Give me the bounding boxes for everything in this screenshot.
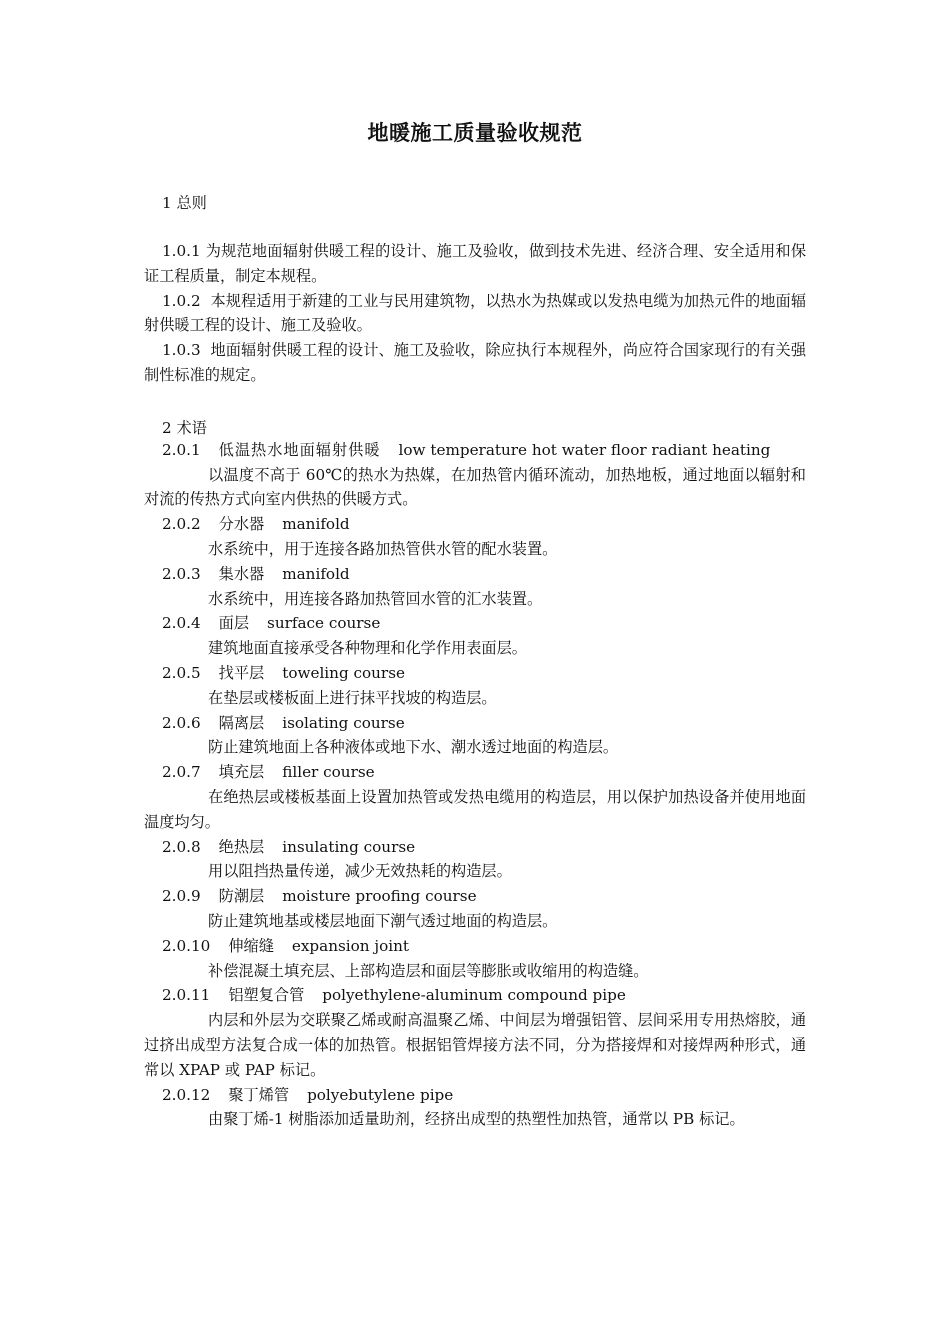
clause-number: 1.0.1 (162, 242, 201, 260)
term-definition: 用以阻挡热量传递，减少无效热耗的构造层。 (208, 862, 512, 881)
term-definition: 水系统中，用连接各路加热管回水管的汇水装置。 (208, 589, 543, 608)
term-chinese: 填充层 (218, 763, 265, 782)
term-number: 2.0.7 (162, 763, 201, 782)
term-chinese: 隔离层 (218, 713, 265, 732)
term-2-0-4 (144, 611, 806, 636)
term-2-0-12 (144, 1083, 806, 1108)
term-english: insulating course (282, 837, 416, 856)
term-chinese: 低温热水地面辐射供暖 (218, 440, 381, 459)
document-title: 地暖施工质量验收规范 (367, 121, 583, 145)
term-english: low temperature hot water floor radiant heating (398, 440, 771, 459)
clause-text: 为规范地面辐射供暖工程的设计、施工及验收，做到技术先进、经济合理、安全适用和保证工程质量，制定本规程。 (144, 242, 807, 285)
term-chinese: 集水器 (218, 564, 265, 583)
term-2-0-8 (144, 835, 806, 860)
term-english: filler course (282, 763, 375, 782)
term-definition: 内层和外层为交联聚乙烯或耐高温聚乙烯、中间层为增强铝管、层间采用专用热熔胶，通过挤出成型方法复合成一体的加热管。根据铝管焊接方法不同，分为搭接焊和对接焊两种形式，通常以 XPAP 或 PAP 标记。 (144, 1011, 806, 1079)
term-english: polyebutylene pipe (307, 1085, 454, 1104)
term-number: 2.0.3 (162, 564, 201, 583)
term-2-0-1 (144, 438, 806, 463)
term-english: toweling course (282, 663, 405, 682)
term-chinese: 绝热层 (218, 837, 265, 856)
term-chinese: 伸缩缝 (228, 936, 274, 955)
clause-text: 本规程适用于新建的工业与民用建筑物，以热水为热媒或以发热电缆为加热元件的地面辐射供暖工程的设计、施工及验收。 (144, 291, 807, 335)
term-2-0-10 (144, 934, 806, 959)
term-2-0-2 (144, 512, 806, 537)
term-2-0-7 (144, 760, 806, 785)
term-definition: 以温度不高于 60℃的热水为热媒，在加热管内循环流动，加热地板，通过地面以辐射和对流的传热方式向室内供热的供暖方式。 (144, 465, 806, 509)
clause-1-0-1 (144, 239, 806, 289)
term-english: polyethylene-aluminum compound pipe (322, 986, 626, 1005)
term-definition: 建筑地面直接承受各种物理和化学作用表面层。 (208, 639, 527, 658)
clause-number: 1.0.2 (162, 291, 201, 310)
term-chinese: 聚丁烯管 (228, 1085, 290, 1104)
term-english: manifold (282, 564, 350, 583)
term-chinese: 铝塑复合管 (228, 986, 305, 1005)
term-definition: 由聚丁烯-1 树脂添加适量助剂，经挤出成型的热塑性加热管，通常以 PB 标记。 (208, 1110, 745, 1129)
term-2-0-9 (144, 884, 806, 909)
clause-1-0-3 (144, 338, 806, 388)
term-chinese: 分水器 (218, 515, 265, 534)
term-2-0-3 (144, 562, 806, 587)
term-english: moisture proofing course (282, 887, 477, 906)
term-number: 2.0.2 (162, 515, 201, 534)
term-number: 2.0.11 (162, 986, 211, 1005)
term-definition: 水系统中，用于连接各路加热管供水管的配水装置。 (208, 539, 558, 558)
term-number: 2.0.12 (162, 1085, 211, 1104)
term-english: expansion joint (291, 936, 409, 955)
clause-number: 1.0.3 (162, 341, 201, 360)
term-chinese: 找平层 (218, 663, 265, 682)
term-number: 2.0.10 (162, 936, 211, 955)
term-definition: 防止建筑地面上各种液体或地下水、潮水透过地面的构造层。 (208, 738, 619, 757)
clause-1-0-2 (144, 289, 806, 339)
term-chinese: 面层 (218, 614, 250, 633)
term-number: 2.0.5 (162, 663, 201, 682)
term-definition: 在绝热层或楼板基面上设置加热管或发热电缆用的构造层，用以保护加热设备并使用地面温度均匀。 (144, 787, 806, 831)
term-chinese: 防潮层 (218, 887, 265, 906)
term-english: isolating course (282, 713, 405, 732)
term-number: 2.0.9 (162, 887, 201, 906)
term-number: 2.0.8 (162, 837, 201, 856)
term-english: manifold (282, 515, 350, 534)
term-2-0-6 (144, 711, 806, 736)
section-heading-terms: 2 术语 (162, 419, 207, 437)
term-definition: 防止建筑地基或楼层地面下潮气透过地面的构造层。 (208, 911, 558, 930)
clause-text: 地面辐射供暖工程的设计、施工及验收，除应执行本规程外，尚应符合国家现行的有关强制性标准的规定。 (144, 341, 807, 384)
term-definition: 在垫层或楼板面上进行抹平找坡的构造层。 (208, 688, 497, 707)
term-english: surface course (267, 614, 381, 633)
term-2-0-5 (144, 661, 806, 686)
term-number: 2.0.4 (162, 614, 201, 633)
document-body (144, 239, 806, 1132)
term-number: 2.0.1 (162, 440, 201, 459)
term-definition: 补偿混凝土填充层、上部构造层和面层等膨胀或收缩用的构造缝。 (208, 961, 649, 980)
section-heading-general: 1 总则 (162, 194, 207, 212)
term-number: 2.0.6 (162, 713, 201, 732)
term-2-0-11 (144, 983, 806, 1008)
